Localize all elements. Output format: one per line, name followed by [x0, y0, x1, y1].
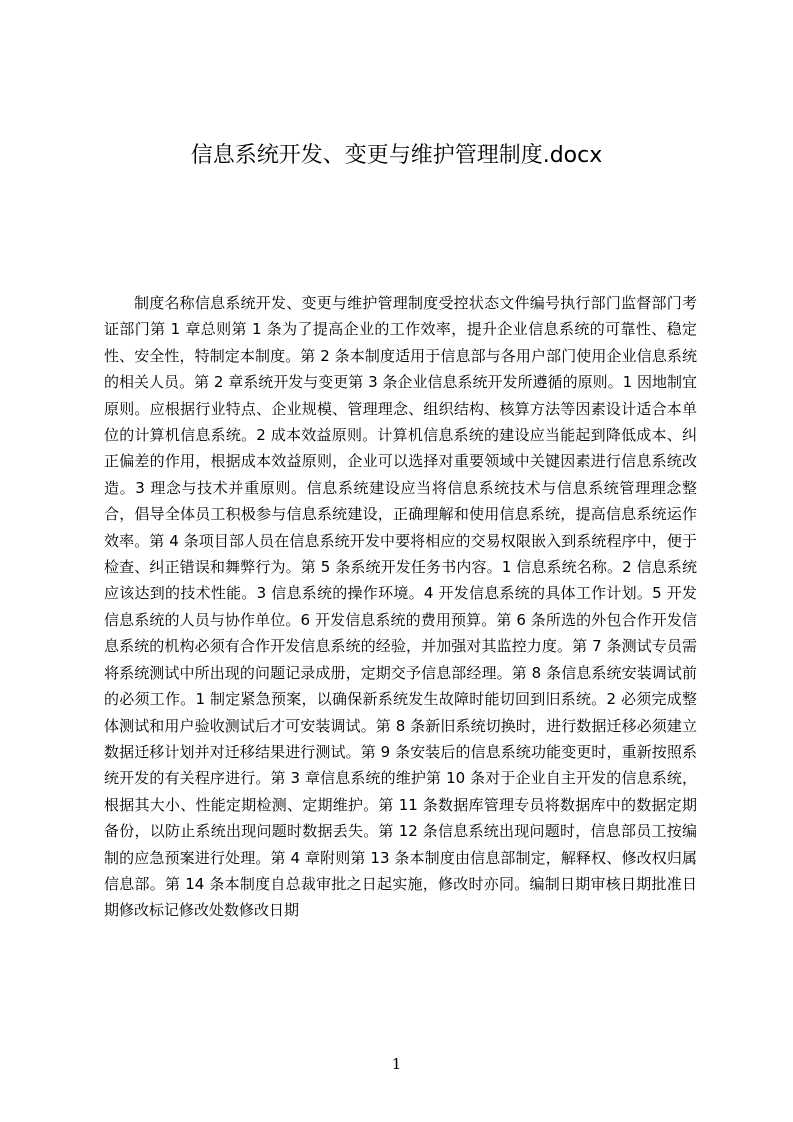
page-number: 1	[391, 1055, 402, 1073]
document-body-paragraph: 制度名称信息系统开发、变更与维护管理制度受控状态文件编号执行部门监督部门考证部门第 1 章总则第 1 条为了提高企业的工作效率，提升企业信息系统的可靠性、稳定性、安全性，特制定本制度。第 2 条本制度适用于信息部与各用户部门使用企业信息系统的相关人员。第 2 章系统开发与变更第 3 条企业信息系统开发所遵循的原则。1 因地制宜原则。应根据行业特点、企业规模、管理理念、组织结构、核算方法等因素设计适合本单位的计算机信息系统。2 成本效益原则。计算机信息系统的建设应当能起到降低成本、纠正偏差的作用，根据成本效益原则，企业可以选择对重要领域中关键因素进行信息系统改造。3 理念与技术并重原则。信息系统建设应当将信息系统技术与信息系统管理理念整合，倡导全体员工积极参与信息系统建设，正确理解和使用信息系统，提高信息系统运作效率。第 4 条项目部人员在信息系统开发中要将相应的交易权限嵌入到系统程序中，便于检查、纠正错误和舞弊行为。第 5 条系统开发任务书内容。1 信息系统名称。2 信息系统应该达到的技术性能。3 信息系统的操作环境。4 开发信息系统的具体工作计划。5 开发信息系统的人员与协作单位。6 开发信息系统的费用预算。第 6 条所选的外包合作开发信息系统的机构必须有合作开发信息系统的经验，并加强对其监控力度。第 7 条测试专员需将系统测试中所出现的问题记录成册，定期交予信息部经理。第 8 条信息系统安装调试前的必须工作。1 制定紧急预案，以确保新系统发生故障时能切回到旧系统。2 必须完成整体测试和用户验收测试后才可安装调试。第 8 条新旧系统切换时，进行数据迁移必须建立数据迁移计划并对迁移结果进行测试。第 9 条安装后的信息系统功能变更时，重新按照系统开发的有关程序进行。第 3 章信息系统的维护第 10 条对于企业自主开发的信息系统，根据其大小、性能定期检测、定期维护。第 11 条数据库管理专员将数据库中的数据定期备份，以防止系统出现问题时数据丢失。第 12 条信息系统出现问题时，信息部员工按编制的应急预案进行处理。第 4 章附则第 13 条本制度由信息部制定，解释权、修改权归属信息部。第 14 条本制度自总裁审批之日起实施，修改时亦同。编制日期审核日期批准日期修改标记修改处数修改日期	[104, 294, 697, 920]
document-title: 信息系统开发、变更与维护管理制度.docx	[190, 143, 603, 168]
